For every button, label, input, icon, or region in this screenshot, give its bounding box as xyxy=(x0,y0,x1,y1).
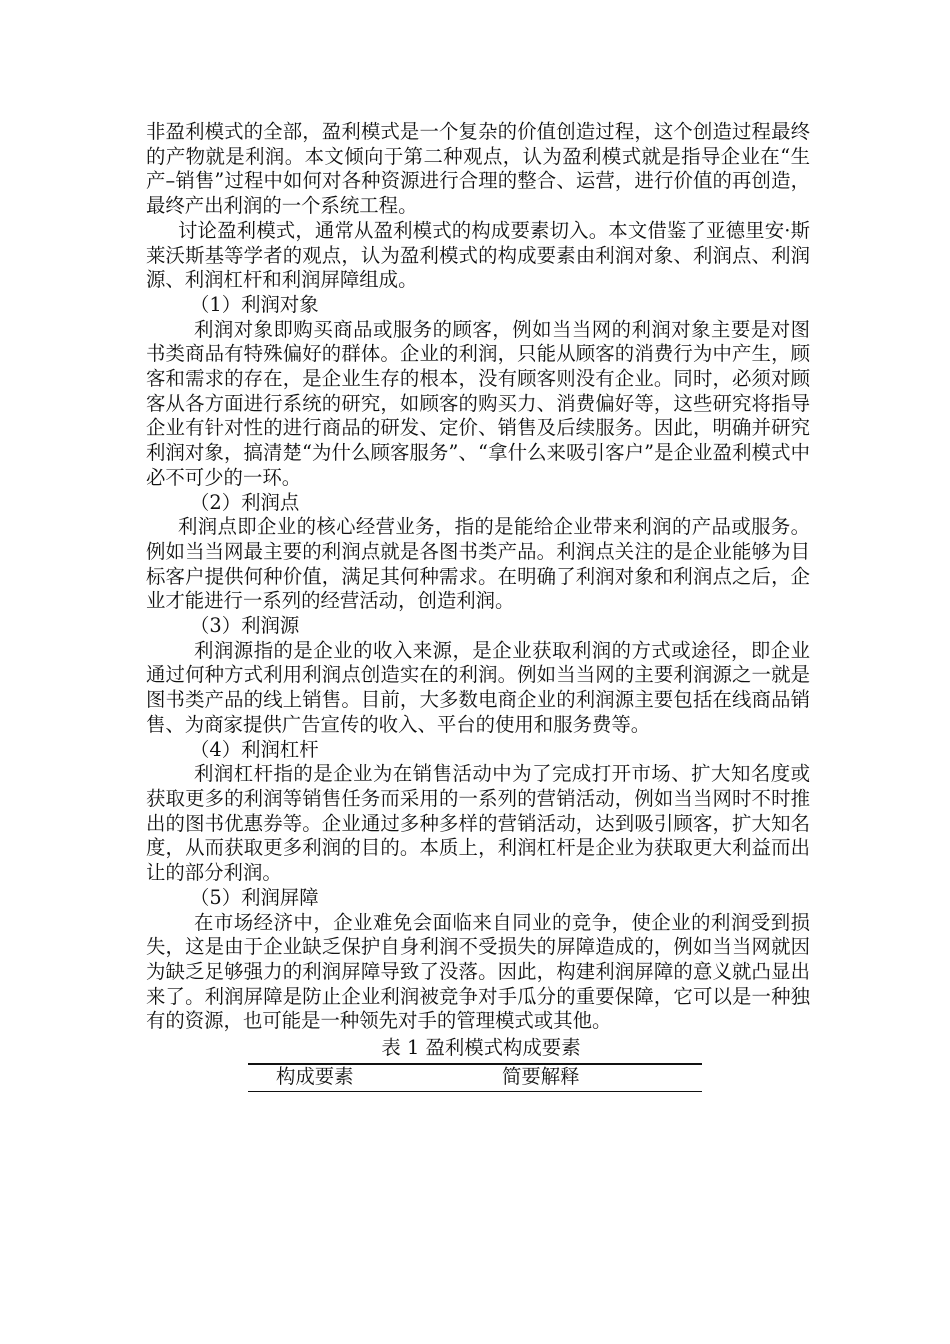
table-header-components: 构成要素 xyxy=(276,1064,354,1088)
heading-profit-lever: （4）利润杠杆 xyxy=(190,737,319,761)
paragraph-profit-object: 利润对象即购买商品或服务的顾客，例如当当网的利润对象主要是对图书类商品有特殊偏好的群体。企业的利润，只能从顾客的消费行为中产生，顾客和需求的存在，是企业生存的根本，没有顾客则没有企业。同时，必须对顾客从各方面进行系统的研究，如顾客的购买力、消费偏好等，这些研究将指导企业有针对性的进行商品的研发、定价、销售及后续服务。因此，明确并研究利润对象，搞清楚“为什么顾客服务”、“拿什么来吸引客户”是企业盈利模式中必不可少的一环。 xyxy=(146,317,810,489)
paragraph-profit-lever: 利润杠杆指的是企业为在销售活动中为了完成打开市场、扩大知名度或获取更多的利润等销售任务而采用的一系列的营销活动，例如当当网时不时推出的图书优惠券等。企业通过多种多样的营销活动，达到吸引顾客，扩大知名度，从而获取更多利润的目的。本质上，利润杠杆是企业为获取更大利益而出让的部分利润。 xyxy=(146,762,810,885)
paragraph-profit-source: 利润源指的是企业的收入来源，是企业获取利润的方式或途径，即企业通过何种方式利用利润点创造实在的利润。例如当当网的主要利润源之一就是图书类产品的线上销售。目前，大多数电商企业的利润源主要包括在线商品销售、为商家提供广告宣传的收入、平台的使用和服务费等。 xyxy=(146,638,810,736)
heading-profit-point: （2）利润点 xyxy=(190,490,300,514)
heading-profit-barrier: （5）利润屏障 xyxy=(190,885,319,909)
table-caption: 表 1 盈利模式构成要素 xyxy=(381,1036,581,1060)
paragraph-components: 讨论盈利模式，通常从盈利模式的构成要素切入。本文借鉴了亚德里安·斯莱沃斯基等学者的观点，认为盈利模式的构成要素由利润对象、利润点、利润源、利润杠杆和利润屏障组成。 xyxy=(146,218,810,292)
paragraph-intro: 非盈利模式的全部，盈利模式是一个复杂的价值创造过程，这个创造过程最终的产物就是利润。本文倾向于第二种观点，认为盈利模式就是指导企业在“生产–销售”过程中如何对各种资源进行合理的整合、运营，进行价值的再创造，最终产出利润的一个系统工程。 xyxy=(146,120,810,218)
body-text xyxy=(146,120,810,1034)
paragraph-profit-point: 利润点即企业的核心经营业务，指的是能给企业带来利润的产品或服务。例如当当网最主要的利润点就是各图书类产品。利润点关注的是企业能够为目标客户提供何种价值，满足其何种需求。在明确了利润对象和利润点之后，企业才能进行一系列的经营活动，创造利润。 xyxy=(146,515,810,613)
document-page xyxy=(146,120,810,1092)
heading-profit-source: （3）利润源 xyxy=(190,614,300,638)
table-block xyxy=(146,1036,810,1092)
heading-profit-object: （1）利润对象 xyxy=(190,292,319,316)
paragraph-profit-barrier: 在市场经济中，企业难免会面临来自同业的竞争，使企业的利润受到损失，这是由于企业缺乏保护自身利润不受损失的屏障造成的，例如当当网就因为缺乏足够强力的利润屏障导致了没落。因此，构建利润屏障的意义就凸显出来了。利润屏障是防止企业利润被竞争对手瓜分的重要保障，它可以是一种独有的资源，也可能是一种领先对手的管理模式或其他。 xyxy=(146,910,810,1033)
table-header-explanation: 简要解释 xyxy=(502,1064,580,1088)
table-header-row xyxy=(248,1063,702,1092)
